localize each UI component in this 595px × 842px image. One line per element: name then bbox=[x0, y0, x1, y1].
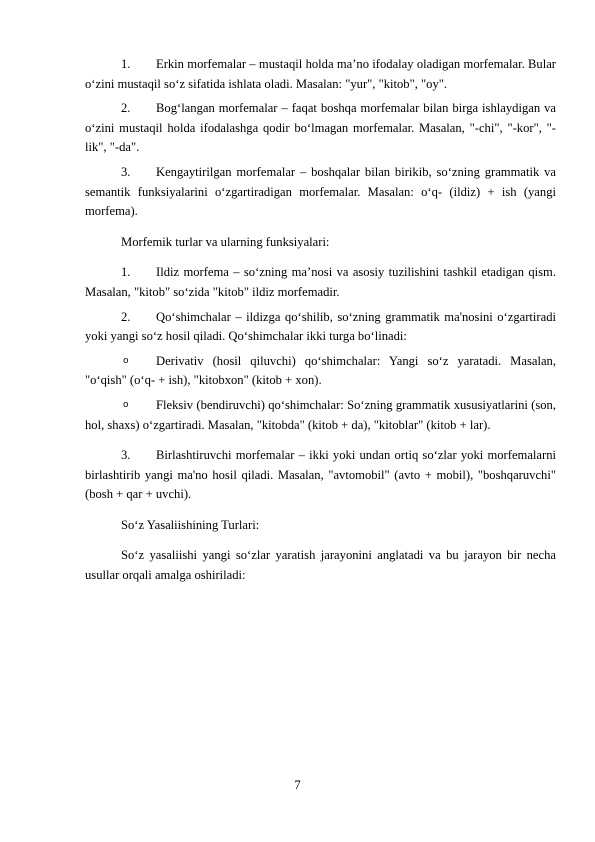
list-item bbox=[85, 446, 556, 505]
sub-list-item bbox=[85, 396, 556, 435]
list-item bbox=[85, 263, 556, 302]
sub-list-item-text: Fleksiv (bendiruvchi) qo‘shimchalar: So‘zning grammatik xususiyatlarini (son, hol, shaxs) o‘zgartiradi. Masalan, "kitobda" (kitob + da), "kitoblar" (kitob + lar). bbox=[85, 397, 556, 432]
circle-bullet-icon: o bbox=[123, 355, 129, 366]
list-marker: 3. bbox=[121, 164, 131, 179]
list-item-text: Birlashtiruvchi morfemalar – ikki yoki undan ortiq so‘zlar yoki morfemalarni birlashtirib yangi ma'no hosil qiladi. Masalan, "avtomobil" (avto + mobil), "boshqaruvchi" (bosh + qar + uvchi). bbox=[85, 448, 556, 502]
list-marker: 3. bbox=[121, 448, 131, 463]
list-item bbox=[85, 55, 556, 94]
list-item-text: Kengaytirilgan morfemalar – boshqalar bilan birikib, so‘zning grammatik va semantik funksiyalarini o‘zgartiradigan morfemalar. Masalan: o‘q- (ildiz) + ish (yangi morfema). bbox=[85, 164, 556, 219]
list-item-text: Ildiz morfema – so‘zning ma’nosi va asosiy tuzilishini tashkil etadigan qism. Masalan, "kitob" so‘zida "kitob" ildiz morfemadir. bbox=[85, 265, 556, 299]
list-item-text: Qo‘shimchalar – ildizga qo‘shilib, so‘zning grammatik ma'nosini o‘zgartiradi yoki yangi so‘z hosil qiladi. Qo‘shimchalar ikki turga bo‘linadi: bbox=[85, 309, 556, 344]
sub-list-item bbox=[85, 352, 556, 391]
list-marker: 2. bbox=[121, 101, 131, 116]
circle-bullet-icon: o bbox=[123, 399, 129, 410]
list-marker: 2. bbox=[121, 309, 131, 324]
list-item-text: Bog‘langan morfemalar – faqat boshqa morfemalar bilan birga ishlaydigan va o‘zini mustaqil holda ifodalashga qodir bo‘lmagan morfemalar. Masalan, "-chi", "-kor", "-lik", "-da". bbox=[85, 101, 556, 155]
list-item-text: Erkin morfemalar – mustaqil holda ma’no ifodalay oladigan morfemalar. Bular o‘zini mustaqil so‘z sifatida ishlata oladi. Masalan: "yur", "kitob", "oy". bbox=[85, 57, 556, 91]
body-paragraph: So‘z yasaliishi yangi so‘zlar yaratish jarayonini anglatadi va bu jarayon bir necha usullar orqali amalga oshiriladi: bbox=[85, 548, 556, 583]
list-item bbox=[85, 99, 556, 158]
list-item bbox=[85, 163, 556, 222]
list-marker: 1. bbox=[121, 265, 131, 280]
list-item bbox=[85, 308, 556, 347]
page-number: 7 bbox=[294, 778, 301, 792]
sub-list-item-text: Derivativ (hosil qiluvchi) qo‘shimchalar: Yangi so‘z yaratadi. Masalan, "o‘qish" (o‘q- + ish), "kitobxon" (kitob + xon). bbox=[85, 353, 556, 388]
document-page bbox=[85, 55, 556, 591]
list-marker: 1. bbox=[121, 57, 131, 71]
section-heading: Morfemik turlar va ularning funksiyalari: bbox=[121, 234, 330, 249]
section-heading: So‘z Yasaliishining Turlari: bbox=[121, 517, 260, 532]
